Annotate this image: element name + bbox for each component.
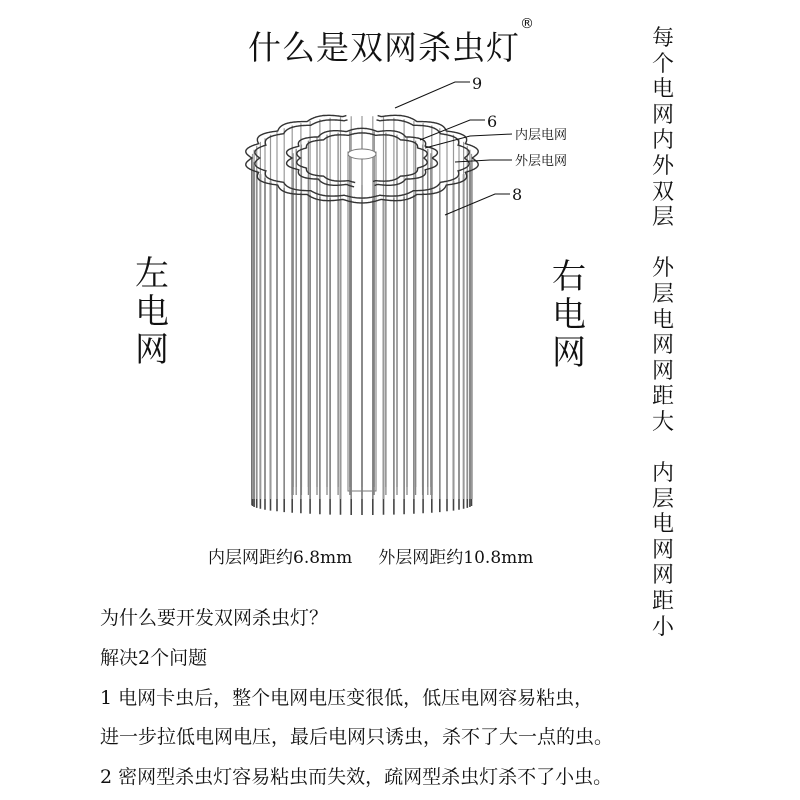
vertical-note-char: 外	[651, 153, 674, 179]
vertical-note-char: 层	[651, 281, 674, 307]
inner-grid-callout: 内层电网	[515, 128, 568, 143]
vertical-note-char: 个	[651, 51, 674, 77]
callout-number-9: 9	[472, 74, 483, 93]
page-title: 什么是双网杀虫灯®	[248, 16, 535, 67]
grid-spacing-note	[208, 543, 533, 568]
vertical-note-char: 层	[651, 486, 674, 512]
outer-spacing: 外层网距约10.8mm	[378, 548, 534, 568]
vertical-note-char: 双	[651, 179, 674, 205]
vertical-note-char: 大	[651, 409, 674, 435]
left-grid-label: 左 电 网	[135, 254, 169, 370]
problem-1-line-1: 1 电网卡虫后，整个电网电压变很低，低压电网容易粘虫，	[100, 687, 594, 709]
vertical-note-char: 网	[651, 563, 674, 589]
tube-top	[348, 149, 376, 159]
callout-number-8: 8	[512, 185, 523, 204]
vertical-note-char: 网	[651, 537, 674, 563]
outer-grid-callout: 外层电网	[515, 154, 568, 169]
vertical-note-char: 距	[651, 384, 674, 410]
electric-grid-wires	[252, 116, 472, 515]
vertical-note-char: 网	[651, 333, 674, 359]
problems-heading: 解决2个问题	[100, 647, 208, 669]
vertical-note-char: 内	[651, 461, 674, 487]
vertical-note-char: 电	[651, 307, 674, 333]
inner-spacing: 内层网距约6.8mm	[208, 548, 353, 568]
vertical-note-char: 层	[651, 205, 674, 231]
vertical-note-char: 网	[651, 358, 674, 384]
vertical-note-char: 每	[651, 26, 674, 51]
question-line: 为什么要开发双网杀虫灯？	[100, 607, 329, 629]
registered-mark: ®	[520, 16, 535, 32]
vertical-note-char: 电	[651, 512, 674, 538]
vertical-note-char: 内	[651, 128, 674, 154]
problem-1-line-2: 进一步拉低电网电压，最后电网只诱虫，杀不了大一点的虫。	[100, 726, 614, 748]
vertical-note-char: 距	[651, 589, 674, 615]
callout-number-6: 6	[487, 112, 498, 131]
right-grid-label: 右 电 网	[552, 257, 586, 373]
vertical-note-char: 网	[651, 102, 674, 128]
vertical-note-char: 外	[651, 256, 674, 282]
problem-2-line: 2 密网型杀虫灯容易粘虫而失效，疏网型杀虫灯杀不了小虫。	[100, 766, 613, 788]
vertical-note-char: 小	[651, 614, 674, 640]
vertical-note-char: 电	[651, 77, 674, 103]
